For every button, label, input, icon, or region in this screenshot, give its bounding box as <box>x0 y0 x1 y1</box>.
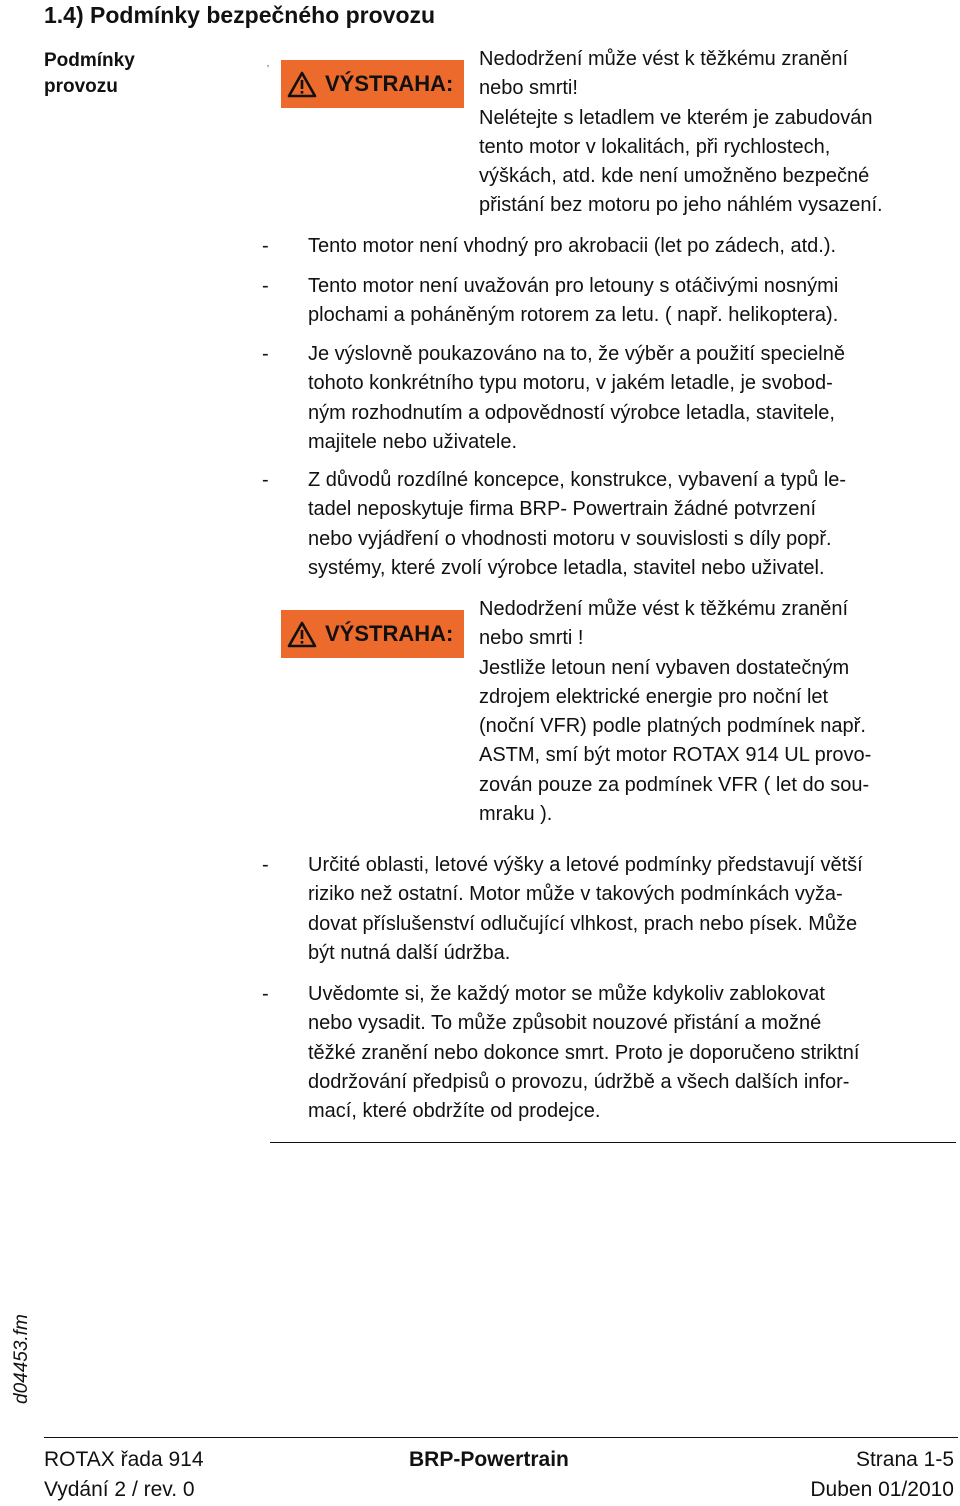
bullet-item <box>262 466 960 583</box>
footer-series: ROTAX řada 914 <box>44 1448 204 1471</box>
bullet-dash: - <box>262 343 269 365</box>
bullet-line: mací, které obdržíte od prodejce. <box>308 1100 601 1123</box>
warning-line: nebo smrti! <box>479 77 578 100</box>
bullet-dash: - <box>262 275 269 297</box>
bullet-line: Tento motor není uvažován pro letouny s otáčivými nosnými <box>308 275 839 297</box>
warning-line: Nedodržení může vést k těžkému zranění <box>479 48 849 70</box>
bullet-item <box>262 851 960 968</box>
warning-line: Nelétejte s letadlem ve kterém je zabudován <box>479 106 873 129</box>
bullet-line: tohoto konkrétního typu motoru, v jakém letadle, je svobod- <box>308 372 833 395</box>
footer-date: Duben 01/2010 <box>810 1478 954 1501</box>
footer-divider <box>44 1437 958 1438</box>
bullet-line: nebo vysadit. To může způsobit nouzové přistání a možné <box>308 1012 822 1035</box>
bullet-line: Určité oblasti, letové výšky a letové podmínky představují větší <box>308 854 863 876</box>
warning-line: přistání bez motoru po jeho náhlém vysazení. <box>479 194 883 217</box>
bullet-line: systémy, které zvolí výrobce letadla, stavitel nebo uživatel. <box>308 556 825 579</box>
warning-badge-2 <box>281 610 464 658</box>
section-heading: 1.4) Podmínky bezpečného provozu <box>44 2 436 28</box>
warning-line: nebo smrti ! <box>479 627 584 650</box>
warning-line: zdrojem elektrické energie pro noční let <box>479 685 829 708</box>
bullet-line: Uvědomte si, že každý motor se může kdykoliv zablokovat <box>308 983 825 1005</box>
bullet-line: plochami a poháněným rotorem za letu. ( např. helikoptera). <box>308 304 839 327</box>
bullet-line: majitele nebo uživatele. <box>308 430 518 453</box>
warning-badge-1 <box>281 60 464 108</box>
footer-edition: Vydání 2 / rev. 0 <box>44 1478 195 1501</box>
section-divider <box>270 1142 956 1143</box>
tick-mark: ‚ <box>267 58 269 68</box>
warning-text-1 <box>479 45 959 221</box>
bullet-dash: - <box>262 854 269 876</box>
bullet-dash: - <box>262 469 269 491</box>
file-code: d04453.fm <box>11 1314 32 1404</box>
warning-text-2 <box>479 595 959 829</box>
bullet-line: dodržování předpisů o provozu, údržbě a všech dalších infor- <box>308 1070 850 1093</box>
warning-triangle-icon <box>287 71 317 98</box>
side-label-line: provozu <box>44 76 118 97</box>
bullet-dash: - <box>262 235 269 257</box>
warning-triangle-icon <box>287 621 317 648</box>
bullet-dash: - <box>262 983 269 1005</box>
warning-label: VÝSTRAHA: <box>325 71 454 96</box>
bullet-line: tadel neposkytuje firma BRP- Powertrain žádné potvrzení <box>308 498 817 521</box>
footer-page: Strana 1-5 <box>855 1448 954 1471</box>
warning-label: VÝSTRAHA: <box>325 621 454 646</box>
bullet-item <box>262 232 960 261</box>
warning-line: ASTM, smí být motor ROTAX 914 UL provo- <box>479 744 872 767</box>
bullet-line: ným rozhodnutím a odpovědností výrobce letadla, stavitele, <box>308 401 835 424</box>
side-label-line: Podmínky <box>44 50 135 71</box>
bullet-line: dovat příslušenství odlučující vlhkost, prach nebo písek. Může <box>308 912 858 935</box>
warning-line: výškách, atd. kde není umožněno bezpečné <box>479 165 870 188</box>
bullet-line: riziko než ostatní. Motor může v takových podmínkách vyža- <box>308 883 843 906</box>
warning-line: zován pouze za podmínek VFR ( let do sou- <box>479 773 870 796</box>
warning-line: tento motor v lokalitách, při rychlostech, <box>479 135 831 158</box>
bullet-line: těžké zranění nebo dokonce smrt. Proto je doporučeno striktní <box>308 1041 860 1064</box>
side-label <box>44 48 184 100</box>
warning-line: Jestliže letoun není vybaven dostatečným <box>479 656 850 679</box>
bullet-line: nebo vyjádření o vhodnosti motoru v souvislosti s díly popř. <box>308 527 832 550</box>
bullet-line: Je výslovně poukazováno na to, že výběr a použití specielně <box>308 343 845 365</box>
warning-line: (noční VFR) podle platných podmínek např. <box>479 715 866 738</box>
warning-line: Nedodržení může vést k těžkému zranění <box>479 598 849 620</box>
warning-line: mraku ). <box>479 803 553 826</box>
bullet-line: Tento motor není vhodný pro akrobacii (let po zádech, atd.). <box>308 235 837 257</box>
bullet-item <box>262 340 960 457</box>
bullet-item <box>262 272 960 331</box>
bullet-line: být nutná další údržba. <box>308 941 511 964</box>
footer-brand: BRP-Powertrain <box>409 1448 569 1471</box>
bullet-line: Z důvodů rozdílné koncepce, konstrukce, vybavení a typů le- <box>308 469 847 491</box>
bullet-item <box>262 980 960 1126</box>
